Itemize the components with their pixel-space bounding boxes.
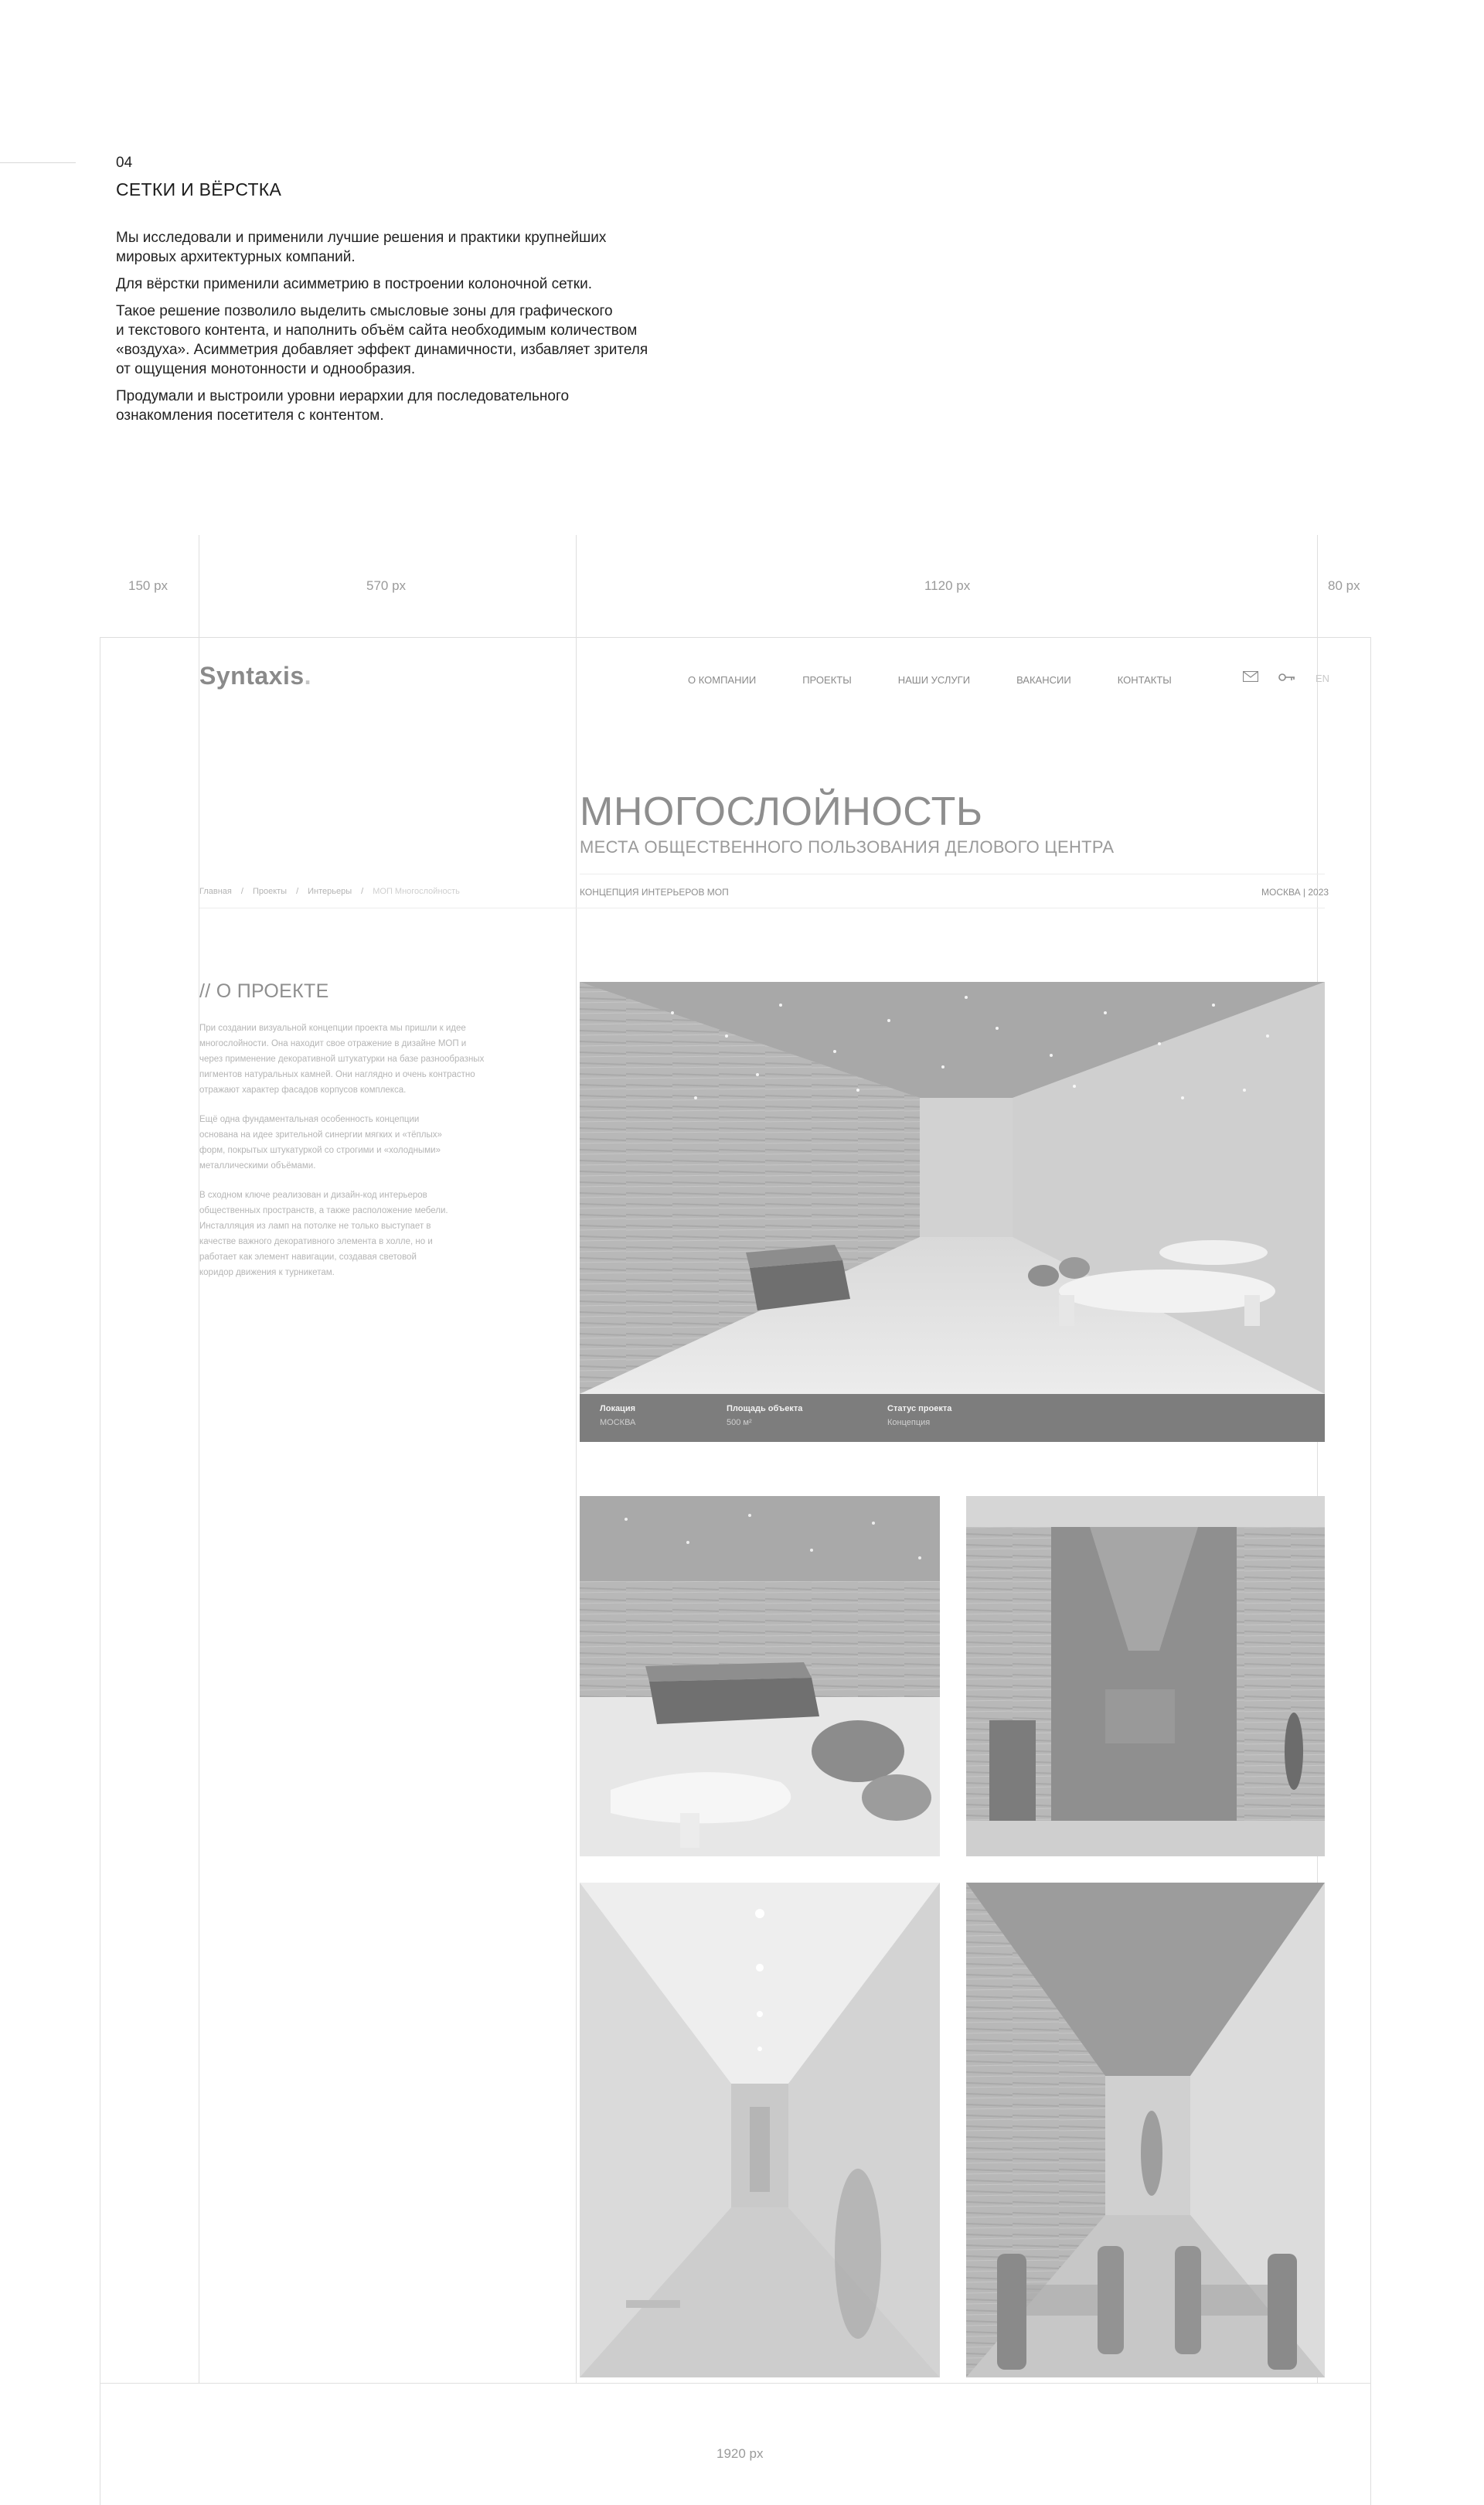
about-text: [199, 1021, 524, 1294]
project-title: МНОГОСЛОЙНОСТЬ: [580, 789, 983, 834]
gallery-photo-reception[interactable]: [580, 1496, 940, 1856]
measure-label-80: 80 px: [1328, 578, 1360, 593]
frame-edge-bottom: [100, 2383, 1371, 2384]
about-paragraph: Ещё одна фундаментальная особенность концепции основана на идее зрительной синергии мягких и «тёплых» форм, покрытых штукатуркой со строгими и «холодными» металлическими объёмами.: [199, 1115, 442, 1171]
nav-item-projects[interactable]: ПРОЕКТЫ: [802, 674, 852, 686]
info-label: Площадь объекта: [727, 1404, 803, 1413]
logo-text: Syntaxis: [199, 662, 305, 690]
about-paragraph: При создании визуальной концепции проекта мы пришли к идее многослойности. Она находит свое отражение в дизайне МОП и через применение декоративной штукатурки на базе разнообразных пигментов натуральных камней. Они наглядно и очень контрастно отражают характер фасадов корпусов комплекса.: [199, 1024, 485, 1095]
info-value: 500 м²: [727, 1418, 752, 1427]
breadcrumb-interiors[interactable]: Интерьеры: [308, 887, 352, 896]
about-paragraph: В сходном ключе реализован и дизайн-код интерьеров общественных пространств, а также расположение мебели. Инсталляция из ламп на потолке не только выступает в качестве важного декоративного элемента в холле, но и работает как элемент навигации, создавая световой коридор движения к турникетам.: [199, 1191, 448, 1277]
breadcrumb-home[interactable]: Главная: [199, 887, 232, 896]
mail-icon[interactable]: [1243, 671, 1258, 686]
gallery-photo-turnstiles[interactable]: [966, 1883, 1325, 2377]
info-label: Локация: [600, 1404, 636, 1413]
project-subtitle: МЕСТА ОБЩЕСТВЕННОГО ПОЛЬЗОВАНИЯ ДЕЛОВОГО ЦЕНТРА: [580, 837, 1115, 857]
grid-guide-line: [576, 535, 577, 2383]
measure-label-570: 570 px: [366, 578, 407, 593]
intro-paragraph: Для вёрстки применили асимметрию в построении колоночной сетки.: [116, 276, 592, 292]
info-value: Концепция: [887, 1418, 931, 1427]
info-value: МОСКВА: [600, 1418, 636, 1427]
breadcrumb-separator: /: [240, 887, 243, 896]
gallery-photo-elevators[interactable]: [966, 1496, 1325, 1856]
hero-photo-lobby[interactable]: [580, 982, 1325, 1394]
project-info-bar: [580, 1394, 1325, 1442]
language-switch[interactable]: EN: [1316, 673, 1330, 684]
info-location: [600, 1404, 635, 1427]
breadcrumb-separator: /: [361, 887, 364, 896]
header-icons: [1243, 671, 1329, 686]
breadcrumb-current: МОП Многослойность: [373, 887, 460, 896]
breadcrumb: [199, 887, 460, 896]
intro-paragraph: Продумали и выстроили уровни иерархии для последовательного ознакомления посетителя с контентом.: [116, 388, 570, 424]
nav-item-contacts[interactable]: КОНТАКТЫ: [1117, 674, 1172, 686]
intro-divider: [0, 162, 76, 163]
measure-label-total: 1920 px: [716, 2446, 764, 2461]
concept-label: КОНЦЕПЦИЯ ИНТЕРЬЕРОВ МОП: [580, 887, 729, 898]
about-title: // О ПРОЕКТЕ: [199, 980, 329, 1002]
key-icon[interactable]: [1278, 672, 1295, 686]
info-status: [887, 1404, 951, 1427]
section-number: 04: [116, 155, 133, 171]
measure-label-150: 150 px: [128, 578, 168, 593]
logo-dot: .: [304, 662, 312, 690]
info-area: [727, 1404, 802, 1427]
intro-paragraph: Мы исследовали и применили лучшие решения и практики крупнейших мировых архитектурных компаний.: [116, 230, 607, 265]
nav-item-vacancies[interactable]: ВАКАНСИИ: [1016, 674, 1071, 686]
city-year: МОСКВА | 2023: [1261, 887, 1329, 898]
frame-edge-right: [1370, 637, 1371, 2505]
main-nav: [688, 674, 1172, 686]
breadcrumb-projects[interactable]: Проекты: [252, 887, 288, 896]
nav-item-services[interactable]: НАШИ УСЛУГИ: [897, 674, 971, 686]
measure-label-1120: 1120 px: [924, 578, 971, 593]
frame-edge-top: [100, 637, 1371, 638]
intro-paragraph: Такое решение позволило выделить смысловые зоны для графического и текстового контента, и наполнить объём сайта необходимым количеством «воздуха». Асимметрия добавляет эффект динамичности, избавляет зрителя от ощущения монотонности и однообразия.: [116, 303, 648, 377]
info-label: Статус проекта: [887, 1404, 952, 1413]
gallery-photo-corridor[interactable]: [580, 1883, 940, 2377]
intro-text: [116, 228, 703, 433]
breadcrumb-separator: /: [296, 887, 299, 896]
site-logo[interactable]: [199, 662, 311, 690]
nav-item-about[interactable]: О КОМПАНИИ: [688, 674, 757, 686]
section-title: СЕТКИ И ВЁРСТКА: [116, 179, 282, 199]
